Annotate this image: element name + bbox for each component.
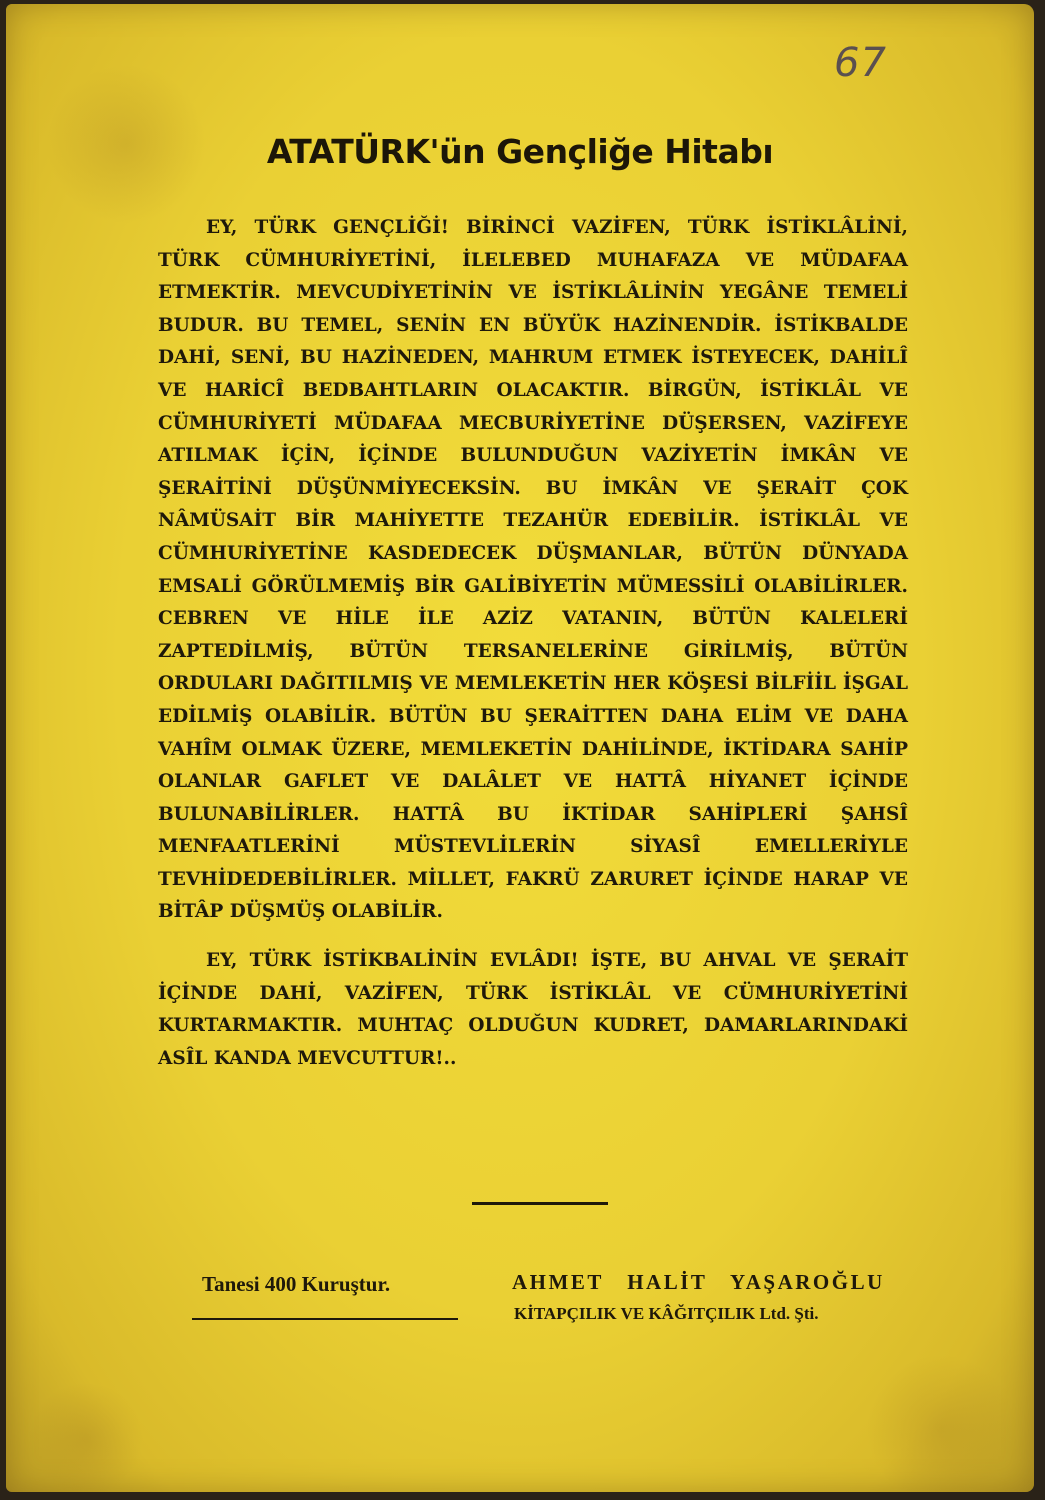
price-underline bbox=[192, 1318, 458, 1320]
separator-rule bbox=[472, 1202, 608, 1205]
speech-paragraph-1: EY, TÜRK GENÇLİĞİ! BİRİNCİ VAZİFEN, TÜRK İSTİKLÂLİNİ, TÜRK CÜMHURİYETİNİ, İLELEBED MUHAFAZA VE MÜDAFAA ETMEKTİR. MEVCUDİYETİNİN VE İSTİKLÂLİNİN YEGÂNE TEMELİ BUDUR. BU TEMEL, SENİN EN BÜYÜK HAZİNENDİR. İSTİKBALDE DAHİ, SENİ, BU HAZİNEDEN, MAHRUM ETMEK İSTEYECEK, DAHİLÎ VE HARİCÎ BEDBAHTLARIN OLACAKTIR. BİRGÜN, İSTİKLÂL VE CÜMHURİYETİ MÜDAFAA MECBURİYETİNE DÜŞERSEN, VAZİFEYE ATILMAK İÇİN, İÇİNDE BULUNDUĞUN VAZİYETİN İMKÂN VE ŞERAİTİNİ DÜŞÜNMİYECEKSİN. BU İMKÂN VE ŞERAİT ÇOK NÂMÜSAİT BİR MAHİYETTE TEZAHÜR EDEBİLİR. İSTİKLÂL VE CÜMHURİYETİNE KASDEDECEK DÜŞMANLAR, BÜTÜN DÜNYADA EMSALİ GÖRÜLMEMİŞ BİR GALİBİYETİN MÜMESSİLİ OLABİLİRLER. CEBREN VE HİLE İLE AZİZ VATANIN, BÜTÜN KALELERİ ZAPTEDİLMİŞ, BÜTÜN TERSANELERİNE GİRİLMİŞ, BÜTÜN ORDULARI DAĞITILMIŞ VE MEMLEKETİN HER KÖŞESİ BİLFİİL İŞGAL EDİLMİŞ OLABİLİR. BÜTÜN BU ŞERAİTTEN DAHA ELİM VE DAHA VAHÎM OLMAK ÜZERE, MEMLEKETİN DAHİLİNDE, İKTİDARA SAHİP OLANLAR GAFLET VE DALÂLET VE HATTÂ HİYANET İÇİNDE BULUNABİLİRLER. HATTÂ BU İKTİDAR SAHİPLERİ ŞAHSÎ MENFAATLERİNİ MÜSTEVLİLERİN SİYASÎ EMELLERİYLE TEVHİDEDEBİLİRLER. MİLLET, FAKRÜ ZARURET İÇİNDE HARAP VE BİTÂP DÜŞMÜŞ OLABİLİR. bbox=[158, 217, 908, 923]
speech-text bbox=[158, 212, 908, 1091]
paper-stain bbox=[26, 1384, 146, 1492]
publisher-subtitle: KİTAPÇILIK VE KÂĞITÇILIK Ltd. Şti. bbox=[514, 1304, 819, 1323]
paper-stain bbox=[866, 1354, 1016, 1492]
handwritten-page-number: 67 bbox=[834, 40, 887, 86]
book-back-cover bbox=[6, 4, 1034, 1492]
speech-paragraph-2: EY, TÜRK İSTİKBALİNİN EVLÂDI! İŞTE, BU AHVAL VE ŞERAİT İÇİNDE DAHİ, VAZİFEN, TÜRK İSTİKLÂL VE CÜMHURİYETİNİ KURTARMAKTIR. MUHTAÇ OLDUĞUN KUDRET, DAMARLARINDAKİ ASÎL KANDA MEVCUTTUR!.. bbox=[158, 950, 908, 1069]
publisher-name: AHMET HALİT YAŞAROĞLU bbox=[512, 1270, 885, 1294]
page-title: ATATÜRK'ün Gençliğe Hitabı bbox=[266, 132, 774, 171]
price-text: Tanesi 400 Kuruştur. bbox=[202, 1272, 391, 1296]
